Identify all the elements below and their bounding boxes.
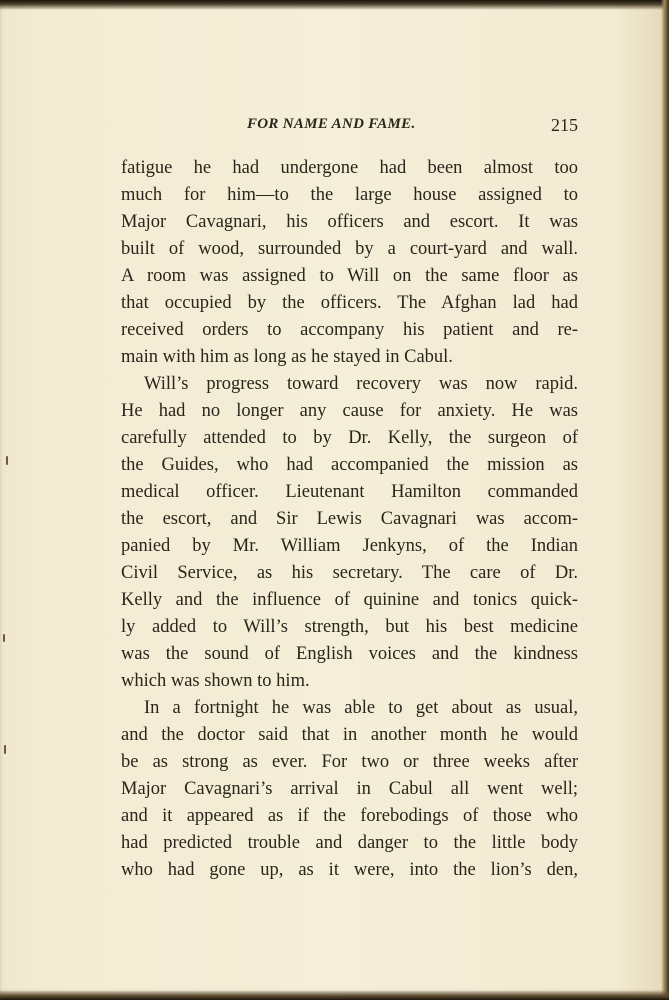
text-line: Major Cavagnari, his officers and escort. It was — [121, 212, 578, 232]
text-line: built of wood, surrounded by a court-yard and wall. — [121, 239, 578, 259]
text-line: ly added to Will’s strength, but his best medicine — [121, 617, 578, 637]
running-header — [120, 112, 578, 140]
text-line: received orders to accompany his patient and re- — [121, 320, 578, 340]
text-line: who had gone up, as it were, into the lion’s den, — [121, 860, 578, 880]
running-title: FOR NAME AND FAME. — [247, 116, 416, 132]
text-line: the Guides, who had accompanied the mission as — [121, 455, 578, 475]
text-line: and the doctor said that in another month he would — [121, 725, 578, 745]
text-line: much for him—to the large house assigned to — [121, 185, 578, 205]
text-line: was the sound of English voices and the kindness — [121, 644, 578, 664]
text-line: In a fortnight he was able to get about as usual, — [144, 698, 578, 718]
text-line: which was shown to him. — [121, 671, 310, 691]
body-text — [121, 155, 578, 884]
text-line: had predicted trouble and danger to the little body — [121, 833, 578, 853]
text-line: Major Cavagnari’s arrival in Cabul all went well; — [121, 779, 578, 799]
text-line: medical officer. Lieutenant Hamilton commanded — [121, 482, 578, 502]
margin-speck — [6, 456, 8, 465]
text-line: fatigue he had undergone had been almost too — [121, 158, 578, 178]
page-bottom-shadow — [0, 990, 669, 1000]
text-line: and it appeared as if the forebodings of those who — [121, 806, 578, 826]
text-line: carefully attended to by Dr. Kelly, the surgeon of — [121, 428, 578, 448]
text-line: be as strong as ever. For two or three weeks after — [121, 752, 578, 772]
text-line: A room was assigned to Will on the same floor as — [121, 266, 578, 286]
page-right-shadow — [661, 0, 669, 1000]
text-line: the escort, and Sir Lewis Cavagnari was accom- — [121, 509, 578, 529]
text-line: panied by Mr. William Jenkyns, of the Indian — [121, 536, 578, 556]
text-line: He had no longer any cause for anxiety. He was — [121, 401, 578, 421]
margin-speck — [4, 745, 6, 754]
text-line: Will’s progress toward recovery was now rapid. — [144, 374, 578, 394]
page-top-shadow — [0, 0, 669, 10]
text-line: Civil Service, as his secretary. The care of Dr. — [121, 563, 578, 583]
margin-speck — [3, 634, 5, 642]
page-number: 215 — [551, 115, 578, 135]
text-line: that occupied by the officers. The Afghan lad had — [121, 293, 578, 313]
text-line: main with him as long as he stayed in Cabul. — [121, 347, 453, 367]
text-line: Kelly and the influence of quinine and tonics quick- — [121, 590, 578, 610]
